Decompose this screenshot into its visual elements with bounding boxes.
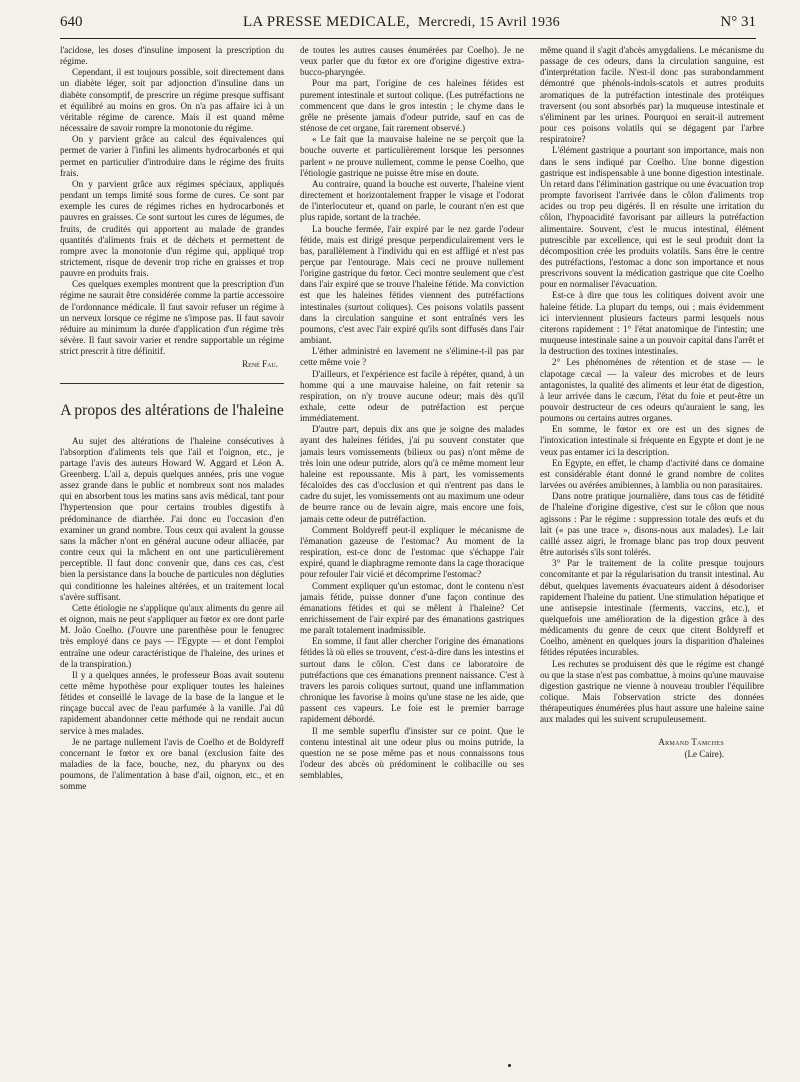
author-location: (Le Caire). <box>684 748 724 759</box>
paragraph: Je ne partage nullement l'avis de Coelho et de Boldyreff concernant le fœtor ex ore banal (exclusion faite des maladies de la face, bouche, nez, du pharynx ou des poumons, de l'alimentation à base d'ail, oignon, etc., et en somme <box>60 736 284 792</box>
paragraph: Pour ma part, l'origine de ces haleines fétides est purement intestinale et surtout colique. (Les putréfactions ne commencent que dans le gros intestin ; le chyme dans le grêle ne présente jamais d'odeur putride, sauf en cas de sténose de cet organe, fait rarement observé.) <box>300 78 524 134</box>
issue-date: Mercredi, 15 Avril 1936 <box>417 15 560 30</box>
paragraph: En somme, le fœtor ex ore est un des signes de l'intoxication intestinale si fréquente en Egypte et dont je ne veux pas entamer ici la description. <box>540 424 764 457</box>
paragraph: On y parvient grâce au calcul des équivalences qui permet de varier à l'infini les aliments hydrocarbonés et qui permet en particulier d'introduire dans le régime des fruits frais. <box>60 134 284 178</box>
paragraph: de toutes les autres causes énumérées par Coelho). Je ne veux parler que du fœtor ex ore d'origine digestive extra-bucco-pharyngée. <box>300 45 524 78</box>
paragraph: En Egypte, en effet, le champ d'activité dans ce domaine est considérable étant donné le grand nombre de colites larvées ou avérées amibiennes, à lamblia ou non parasitaires. <box>540 457 764 491</box>
page-number: 640 <box>60 14 83 30</box>
paragraph: même quand il s'agit d'abcès amygdaliens. Le mécanisme du passage de ces odeurs, dans la circulation sanguine, est d'interprétation facile. N'est-il donc pas surabondamment démontré que phénols-indols-scatols et autres produits aromatiques de la putréfaction intestinale des protéiques traversent (ou sont absorbés par) la muqueuse intestinale et s'éliminent par les urines. Pourquoi en serait-il autrement pour ces poisons volatils qui se dégagent par l'arbre respiratoire? <box>540 45 764 145</box>
author-name: Armand Tamches <box>658 736 724 747</box>
paragraph: Comment Boldyreff peut-il expliquer le mécanisme de l'émanation gazeuse de l'estomac? Au moment de la respiration, est-ce donc de l'estomac que s'échappe l'air expiré, quand le diaphragme remonte dans la cage thoracique pour refouler l'air vicié et décomprime l'estomac? <box>300 524 524 580</box>
paragraph: Au sujet des altérations de l'haleine consécutives à l'absorption d'aliments tels que l'ail et l'oignon, etc., je partage l'avis des auteurs Howard W. Aggard et Léon A. Greenberg. L'ail a, depuis quelques années, pris une vogue assez grande dans le public et nombreux sont nos malades qui en absorbent tous les matins sans avis médical, tant pour l'hypertension que pour certains troubles digestifs à prédominance de diarrhée. J'ai donc eu l'occasion d'en examiner un grand nombre. Tous ceux qui avalent la gousse sans la mâcher n'ont en général aucune odeur alliacée, par contre ceux qui la mâchent en ont une particulièrement perceptible. Il faut donc convenir que, dans ces cas, c'est bien la persistance dans la bouche de particules non dégluties qui conditionne les haleines altérées, et un traitement local s'avère suffisant. <box>60 435 284 602</box>
paragraph: D'autre part, depuis dix ans que je soigne des malades ayant des haleines fétides, j'ai pu souvent constater que jamais leurs vomissements (bilieux ou pas) n'ont même de très loin une odeur putride, alors qu'à ce même moment leur haleine est repoussante. Mis à part, les vomissements fécaloïdes des cas d'occlusion et qui n'entrent pas dans le cadre du sujet, les vomissements ont au maximum une odeur de beurre rance ou de levain aigre, mais encore une fois, jamais cette odeur de putréfaction. <box>300 424 524 524</box>
paragraph: L'élément gastrique a pourtant son importance, mais non dans le sens indiqué par Coelho. Une bonne digestion gastrique est indispensable à une bonne digestion intestinale. Un retard dans l'élimination gastrique ou une évacuation trop prompte favorisent l'arrivée dans le côlon d'aliments trop acides ou trop peu digérés. Il en résulte une irritation du côlon, l'hypoacidité favorisant par ailleurs la putréfaction alimentaire. Souvent, c'est le mucus intestinal, élément putrescible par excellence, qui est le seul produit dont la décomposition crée les produits volatils. Sans être le centre des putréfactions, l'estomac a donc son importance et nous prescrivons souvent la médication gastrique que cite Coelho pour en normaliser l'évacuation. <box>540 145 764 290</box>
page-mark <box>508 1064 511 1067</box>
page-header <box>60 14 756 39</box>
column-2 <box>300 45 524 1055</box>
paragraph: Comment expliquer qu'un estomac, dont le contenu n'est jamais fétide, puisse donner d'une façon continue des émanations fétides et qui se mêlent à l'haleine? Cet enrichissement de l'air expiré par des émanations gastriques me paraît totalement inadmissible. <box>300 580 524 636</box>
author-signature: René Fau. <box>242 359 278 370</box>
section-divider <box>60 383 284 384</box>
issue-number: N° 31 <box>720 14 756 30</box>
author-signature-block <box>540 736 764 760</box>
journal-masthead <box>243 14 560 31</box>
paragraph: 2° Les phénomènes de rétention et de stase — le clapotage cæcal — la valeur des microbes et de leurs antagonistes, la qualité des aliments et leur état de digestion, à leur arrivée dans le cæcum, l'état du foie et peut-être un pouvoir destructeur de ces odeurs qu'auraient le sang, les poumons ou certains autres organes. <box>540 357 764 424</box>
column-1 <box>60 45 284 1055</box>
paragraph: En somme, il faut aller chercher l'origine des émanations fétides là où elles se trouvent, c'est-à-dire dans les intestins et surtout dans le côlon. C'est dans ce laboratoire de putréfactions que ces émanations prennent naissance. C'est à travers les parois coliques surtout, quand une inflammation chronique les favorise à moins qu'une stase ne les aide, que passent ces vapeurs. Le foie est le premier barrage rapidement débordé. <box>300 636 524 725</box>
paragraph: L'éther administré en lavement ne s'élimine-t-il pas par cette même voie ? <box>300 346 524 368</box>
paragraph: « Le fait que la mauvaise haleine ne se perçoit que la bouche ouverte et particulièrement lorsque les personnes parlent » ne prouve nullement, comme le pense Coelho, que l'étiologie gastrique ne puisse être mise en doute. <box>300 134 524 178</box>
paragraph: On y parvient grâce aux régimes spéciaux, appliqués pendant un temps limité sous forme de cures. Ce sont par exemple les cures de régimes riches en hydrocarbonés et pauvres en graisses. Ce sont surtout les cures de légumes, de fruits, de crudités qui apportent au malade de grandes quantités d'aliments frais et de déchets et permettent de rompre avec la monotonie d'un régime qui, appliqué trop strictement, risque de devenir trop riche en graisses et trop pauvre en produits frais. <box>60 178 284 279</box>
journal-title: LA PRESSE MEDICALE, <box>242 14 410 30</box>
paragraph: Cependant, il est toujours possible, soit directement dans un diabète léger, soit par adjonction d'insuline dans un diabète consomptif, de prescrire un régime presque suffisant et équilibré au moins en gros. On n'a pas affaire ici à un véritable régime de carence. Mais il est quand même nécessaire de savoir rompre la monotonie du régime. <box>60 67 284 134</box>
paragraph: Est-ce à dire que tous les colitiques doivent avoir une haleine fétide. La plupart du temps, oui ; mais évidemment ici interviennent plusieurs facteurs parmi lesquels nous citerons rapidement : 1° l'état anatomique de l'intestin; une muqueuse intestinale saine a un pouvoir capital dans l'arrêt et la destruction des toxines intestinales. <box>540 290 764 357</box>
paragraph: Les rechutes se produisent dès que le régime est changé ou que la stase n'est pas combattue, à moins qu'une mauvaise digestion gastrique ne vienne à nouveau troubler l'équilibre colique. Mais l'observation stricte des données thérapeutiques énumérées plus haut assure une haleine saine aux malades qui les suivent scrupuleusement. <box>540 658 764 725</box>
paragraph: l'acidose, les doses d'insuline imposent la prescription du régime. <box>60 45 284 67</box>
article-title: A propos des altérations de l'haleine <box>60 401 284 419</box>
paragraph: La bouche fermée, l'air expiré par le nez garde l'odeur fétide, mais est dirigé presque perpendiculairement vers le bas, parallèlement à l'individu qui en est affligé et n'est pas perçue par l'entourage. Mais ceci ne prouve nullement l'origine gastrique du fœtor. Ceci montre seulement que c'est dans l'air expiré que se trouve l'haleine fétide. Ma conviction est que les haleines fétides viennent des putréfactions intestinales (surtout coliques). Ces poisons volatils passent dans la circulation sanguine et sont entraînés vers les poumons, c'est avec l'air expiré qu'ils sont diffusés dans l'air ambiant. <box>300 223 524 346</box>
paragraph: Il me semble superflu d'insister sur ce point. Que le contenu intestinal ait une odeur plus ou moins putride, la question ne se pose même pas et nous connaissons tous l'odeur des abcès où prédominent le colibacille ou ses semblables, <box>300 725 524 781</box>
paragraph: Cette étiologie ne s'applique qu'aux aliments du genre ail et oignon, mais ne peut s'appliquer au fœtor ex ore dont parle M. João Coelho. (J'ouvre une parenthèse pour le fenugrec très employé dans ce pays — l'Egypte — et dont l'emploi entraîne une odeur caractéristique de l'haleine, des urines et de la transpiration.) <box>60 602 284 669</box>
paragraph: Au contraire, quand la bouche est ouverte, l'haleine vient directement et horizontalement frapper le visage et l'odorat de l'interlocuteur et, quand on parle, le courant n'en est que plus rapide, sortant de la trachée. <box>300 178 524 223</box>
text-columns <box>60 45 764 1055</box>
paragraph: D'ailleurs, et l'expérience est facile à répéter, quand, à un homme qui a une mauvaise haleine, on fait retenir sa respiration, on n'y trouve aucune odeur; mais dès qu'il exhale, cette odeur de putréfaction est perçue immédiatement. <box>300 368 524 424</box>
column-3 <box>540 45 764 1055</box>
paragraph: Dans notre pratique journalière, dans tous cas de fétidité de l'haleine d'origine digestive, c'est sur le côlon que nous agissons : Par le régime : suppression totale des œufs et du lait (« pas une trace », disons-nous aux malades). Le lait caillé assez aigri, le fromage blanc pas trop doux peuvent être autorisés s'ils sont tolérés. <box>540 491 764 558</box>
paragraph: Il y a quelques années, le professeur Boas avait soutenu cette même hypothèse pour expliquer toutes les haleines fétides et conseillé le lavage de la base de la langue et le rinçage buccal avec de l'eau parfumée à la vanille. J'ai dû rapidement abandonner cette méthode qui ne rendait aucun service à mes malades. <box>60 669 284 736</box>
paragraph: Ces quelques exemples montrent que la prescription d'un régime ne saurait être considérée comme la partie accessoire de l'ordonnance médicale. Il faut savoir refuser un régime à un nerveux lorsque ce régime ne s'impose pas. Il faut savoir réduire au minimum la durée d'application d'un régime très sévère. Il faut savoir varier et rendre supportable un régime strict prescrit à titre définitif. <box>60 279 284 357</box>
paragraph: 3° Par le traitement de la colite presque toujours concomitante et par la régularisation du transit intestinal. Au début, quelques lavements évacuateurs aident à désodoriser rapidement l'haleine du patient. Une stimulation hépatique et une antisepsie intestinale (ferments, vaccins, etc.), et quelquefois une amélioration de la digestion grâce à des médicaments du genre de ceux que citent Boldyreff et Coelho, amènent en quelques jours la disparition d'haleines fétides réputées incurables. <box>540 558 764 658</box>
